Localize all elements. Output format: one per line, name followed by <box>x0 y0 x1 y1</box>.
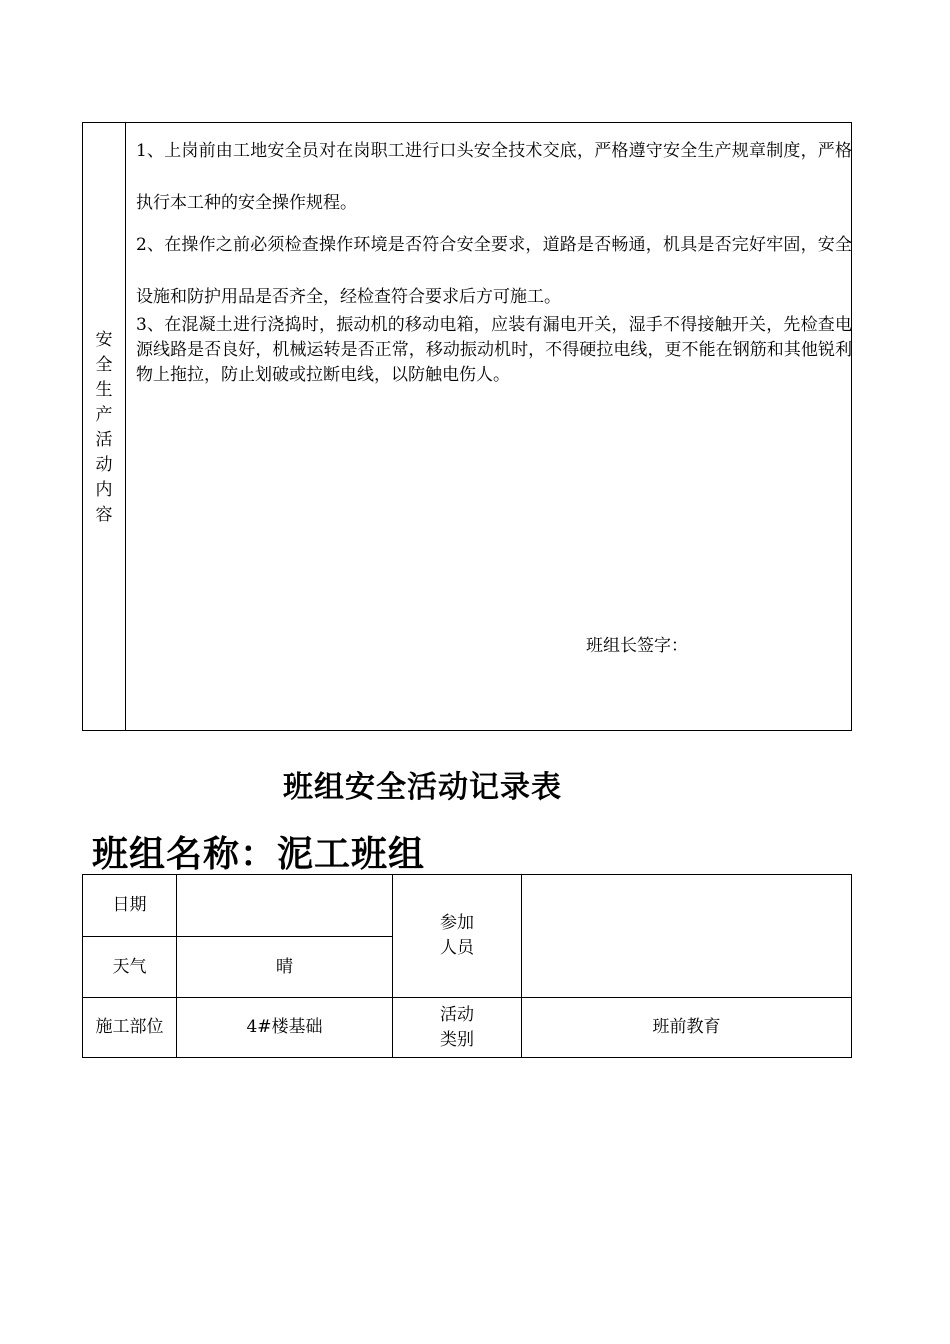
content-body <box>126 123 851 730</box>
participants-label <box>393 875 521 997</box>
activity-type-value[interactable]: 班前教育 <box>652 1017 721 1037</box>
leader-signature-label: 班组长签字： <box>586 636 688 656</box>
participants-label-line1: 参加 <box>440 913 474 933</box>
weather-label: 天气 <box>112 956 147 977</box>
safety-activity-content-table <box>82 122 852 731</box>
location-label: 施工部位 <box>95 1017 164 1037</box>
activity-type-label-line1: 活动 <box>440 1004 474 1025</box>
content-label-char: 活 <box>95 430 113 450</box>
content-label-column <box>83 123 126 730</box>
content-item-2: 2、在操作之前必须检查操作环境是否符合安全要求，道路是否畅通，机具是否完好牢固，安全设施和防护用品是否齐全，经检查符合要求后方可施工。 <box>136 235 852 307</box>
weather-value[interactable]: 晴 <box>276 956 293 977</box>
activity-type-label <box>393 998 521 1057</box>
team-name: 班组名称：泥工班组 <box>92 833 426 875</box>
content-label-char: 生 <box>95 380 113 400</box>
content-label-char: 动 <box>95 455 113 475</box>
participants-label-line2: 人员 <box>440 938 474 958</box>
date-value[interactable] <box>177 875 392 936</box>
content-item-1: 1、上岗前由工地安全员对在岗职工进行口头安全技术交底，严格遵守安全生产规章制度，严格执行本工种的安全操作规程。 <box>136 141 852 213</box>
record-title: 班组安全活动记录表 <box>283 770 562 805</box>
content-label-char: 内 <box>95 480 113 500</box>
content-label-char: 产 <box>95 405 113 425</box>
content-label <box>83 328 125 528</box>
content-label-char: 全 <box>95 355 113 375</box>
date-label: 日期 <box>112 895 147 915</box>
content-label-char: 容 <box>95 505 113 525</box>
location-value[interactable]: 4#楼基础 <box>246 1017 323 1037</box>
participants-value[interactable] <box>522 875 851 997</box>
record-table <box>82 874 852 1058</box>
content-label-char: 安 <box>95 330 113 350</box>
content-item-3: 3、在混凝土进行浇捣时，振动机的移动电箱，应装有漏电开关，湿手不得接触开关，先检查电源线路是否良好，机械运转是否正常，移动振动机时，不得硬拉电线，更不能在钢筋和其他锐利物上拖拉，防止划破或拉断电线，以防触电伤人。 <box>136 315 852 385</box>
activity-type-label-line2: 类别 <box>440 1029 474 1050</box>
